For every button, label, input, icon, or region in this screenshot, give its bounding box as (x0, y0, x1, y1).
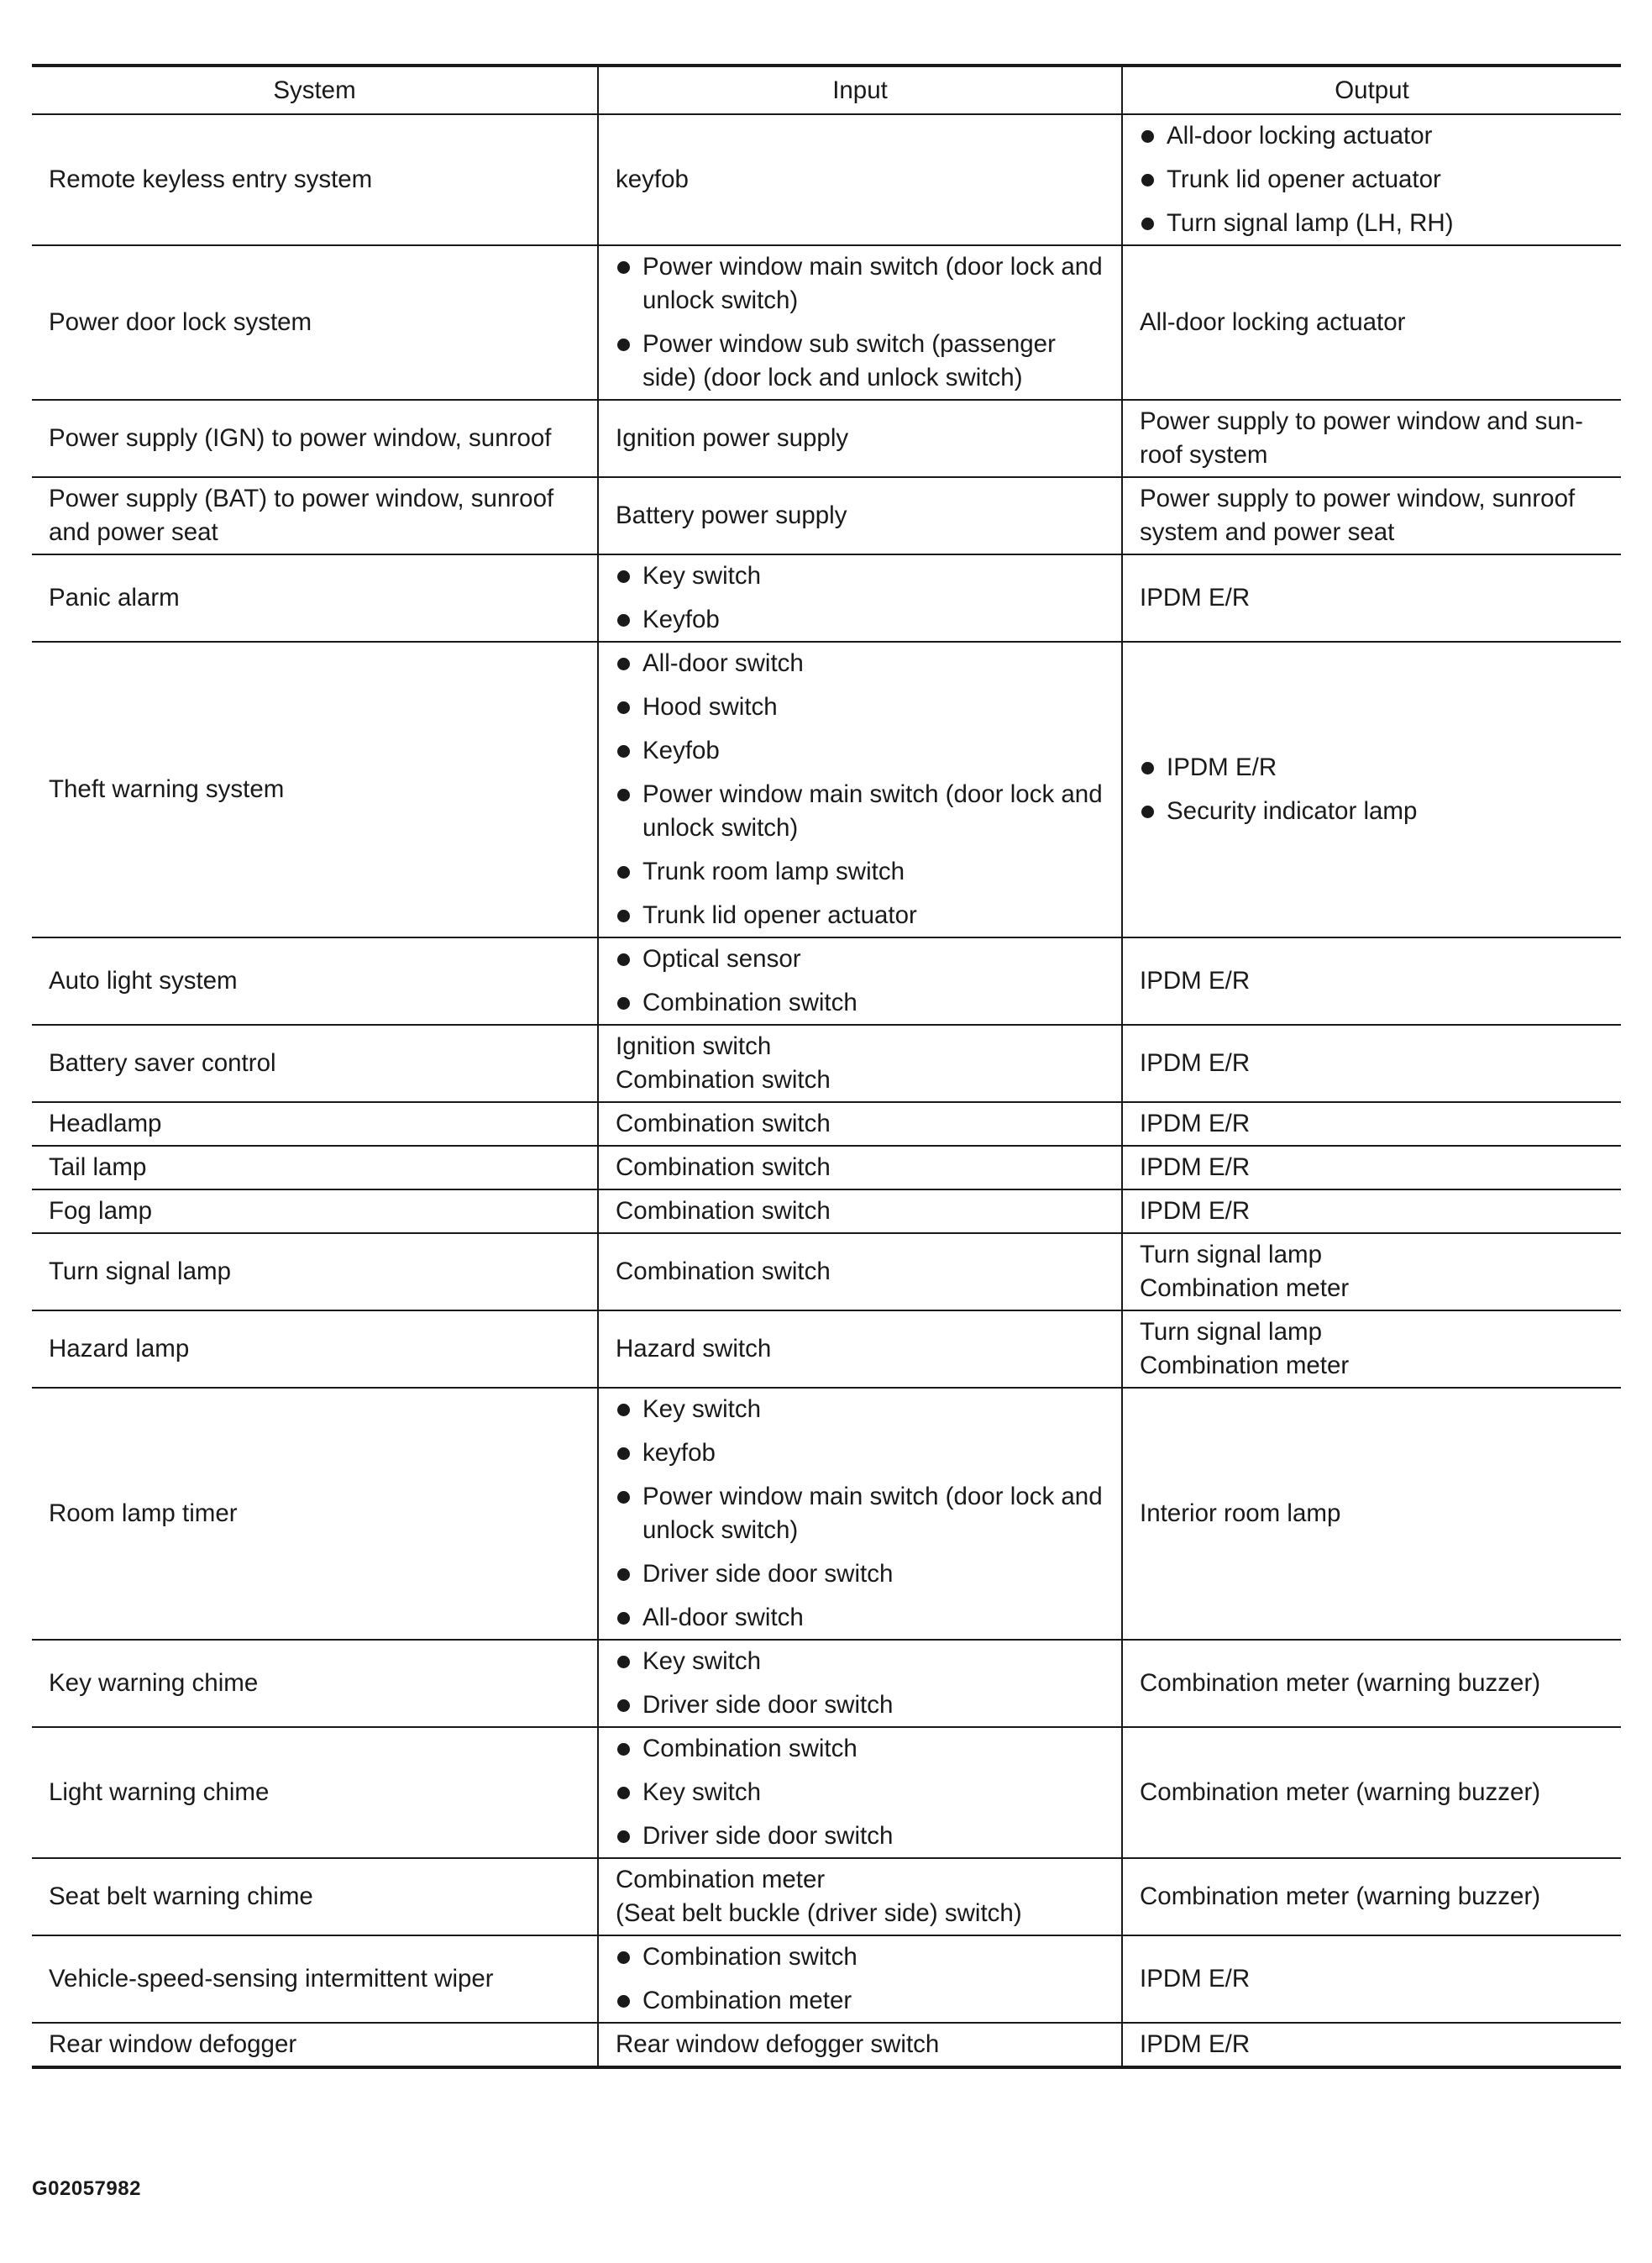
output-text-line: Interior room lamp (1140, 1499, 1341, 1527)
input-cell (598, 642, 1122, 937)
input-cell (598, 400, 1122, 477)
table-row (32, 642, 1621, 937)
input-list-item: Power window main switch (door lock and unlock switch) (616, 1480, 1104, 1547)
system-cell: Power supply (IGN) to power window, sunroof (32, 400, 598, 477)
output-cell (1122, 1640, 1621, 1727)
system-cell: Power supply (BAT) to power window, sunroof and power seat (32, 477, 598, 554)
table-row (32, 245, 1621, 400)
table-row (32, 400, 1621, 477)
output-cell (1122, 1146, 1621, 1189)
output-cell (1122, 400, 1621, 477)
input-list-item: Combination switch (616, 1940, 1104, 1974)
input-list-item: Key switch (616, 559, 1104, 593)
input-cell (598, 554, 1122, 642)
input-list-item: Combination switch (616, 1732, 1104, 1766)
input-cell (598, 1640, 1122, 1727)
output-bullet-list (1140, 751, 1604, 828)
input-cell (598, 1935, 1122, 2023)
input-list-item: Power window main switch (door lock and unlock switch) (616, 250, 1104, 318)
system-cell: Key warning chime (32, 1640, 598, 1727)
system-cell: Light warning chime (32, 1727, 598, 1858)
output-text-line: Combination meter (1140, 1274, 1350, 1302)
input-text-line: Combination meter (616, 1866, 826, 1893)
table-row (32, 1233, 1621, 1310)
table-row (32, 477, 1621, 554)
system-cell: Fog lamp (32, 1189, 598, 1233)
input-list-item: Keyfob (616, 734, 1104, 768)
input-cell (598, 1189, 1122, 1233)
input-bullet-list (616, 1940, 1104, 2018)
table-body (32, 114, 1621, 2067)
input-list-item: Driver side door switch (616, 1557, 1104, 1591)
system-cell: Panic alarm (32, 554, 598, 642)
output-cell (1122, 245, 1621, 400)
output-text-line: Combination meter (warning buzzer) (1140, 1778, 1541, 1806)
table-row (32, 1388, 1621, 1640)
table-row (32, 2023, 1621, 2067)
output-cell (1122, 477, 1621, 554)
input-text-line: Hazard switch (616, 1335, 772, 1363)
output-cell (1122, 1233, 1621, 1310)
table-row (32, 1640, 1621, 1727)
output-text-line: IPDM E/R (1140, 967, 1251, 995)
input-cell (598, 1858, 1122, 1935)
input-text-line: Ignition switch (616, 1032, 772, 1060)
system-cell: Headlamp (32, 1102, 598, 1146)
input-list-item: keyfob (616, 1436, 1104, 1470)
input-cell (598, 937, 1122, 1025)
input-list-item: Key switch (616, 1393, 1104, 1426)
output-cell (1122, 937, 1621, 1025)
output-list-item: Security indicator lamp (1140, 795, 1604, 828)
output-cell (1122, 1388, 1621, 1640)
output-text-line: Power supply to power window and sun-roof system (1140, 407, 1584, 469)
input-cell (598, 2023, 1122, 2067)
input-list-item: Optical sensor (616, 942, 1104, 976)
output-text-line: IPDM E/R (1140, 1197, 1251, 1225)
output-cell (1122, 2023, 1621, 2067)
input-bullet-list (616, 1645, 1104, 1722)
output-list-item: Trunk lid opener actuator (1140, 163, 1604, 197)
system-cell: Power door lock system (32, 245, 598, 400)
output-text-line: Power supply to power window, sunroof system and power seat (1140, 485, 1576, 546)
table-row (32, 1189, 1621, 1233)
table-row (32, 114, 1621, 245)
output-cell (1122, 1310, 1621, 1388)
system-cell: Auto light system (32, 937, 598, 1025)
output-cell (1122, 554, 1621, 642)
input-list-item: Key switch (616, 1645, 1104, 1678)
output-cell (1122, 1189, 1621, 1233)
input-cell (598, 245, 1122, 400)
input-text-line: Combination switch (616, 1258, 831, 1285)
output-text-line: IPDM E/R (1140, 2030, 1251, 2058)
input-text-line: Battery power supply (616, 501, 847, 529)
input-cell (598, 477, 1122, 554)
system-cell: Remote keyless entry system (32, 114, 598, 245)
header-output: Output (1122, 66, 1621, 114)
system-cell: Room lamp timer (32, 1388, 598, 1640)
header-input: Input (598, 66, 1122, 114)
output-cell (1122, 1935, 1621, 2023)
system-cell: Tail lamp (32, 1146, 598, 1189)
table-row (32, 1102, 1621, 1146)
system-cell: Vehicle-speed-sensing intermittent wiper (32, 1935, 598, 2023)
input-list-item: Driver side door switch (616, 1688, 1104, 1722)
input-list-item: Trunk lid opener actuator (616, 899, 1104, 932)
output-bullet-list (1140, 119, 1604, 240)
table-row (32, 937, 1621, 1025)
output-list-item: Turn signal lamp (LH, RH) (1140, 207, 1604, 240)
system-cell: Turn signal lamp (32, 1233, 598, 1310)
header-system: System (32, 66, 598, 114)
system-cell: Theft warning system (32, 642, 598, 937)
output-text-line: IPDM E/R (1140, 1110, 1251, 1137)
input-list-item: Combination switch (616, 986, 1104, 1020)
table-row (32, 1310, 1621, 1388)
output-cell (1122, 1102, 1621, 1146)
output-text-line: IPDM E/R (1140, 1049, 1251, 1077)
output-text-line: IPDM E/R (1140, 584, 1251, 612)
input-bullet-list (616, 250, 1104, 395)
input-cell (598, 1102, 1122, 1146)
figure-id: G02057982 (32, 2177, 141, 2200)
input-list-item: Keyfob (616, 603, 1104, 637)
system-cell: Rear window defogger (32, 2023, 598, 2067)
output-text-line: Combination meter (warning buzzer) (1140, 1882, 1541, 1910)
table-row (32, 1146, 1621, 1189)
output-text-line: Turn signal lamp (1140, 1318, 1322, 1346)
output-list-item: IPDM E/R (1140, 751, 1604, 785)
input-list-item: Power window sub switch (passenger side) (door lock and unlock switch) (616, 328, 1104, 395)
input-text-line: Rear window defogger switch (616, 2030, 940, 2058)
input-bullet-list (616, 942, 1104, 1020)
table-row (32, 1025, 1621, 1102)
output-cell (1122, 642, 1621, 937)
input-list-item: Combination meter (616, 1984, 1104, 2018)
system-cell: Seat belt warning chime (32, 1858, 598, 1935)
output-text-line: All-door locking actuator (1140, 308, 1406, 336)
header-row (32, 66, 1621, 114)
input-text-line: Combination switch (616, 1153, 831, 1181)
output-cell (1122, 1025, 1621, 1102)
input-text-line: (Seat belt buckle (driver side) switch) (616, 1899, 1022, 1927)
input-cell (598, 1727, 1122, 1858)
output-text-line: Combination meter (warning buzzer) (1140, 1669, 1541, 1697)
table-row (32, 554, 1621, 642)
input-cell (598, 114, 1122, 245)
input-cell (598, 1310, 1122, 1388)
table-row (32, 1858, 1621, 1935)
input-cell (598, 1233, 1122, 1310)
system-cell: Battery saver control (32, 1025, 598, 1102)
input-cell (598, 1388, 1122, 1640)
input-bullet-list (616, 647, 1104, 932)
table-row (32, 1935, 1621, 2023)
output-cell (1122, 1727, 1621, 1858)
output-cell (1122, 1858, 1621, 1935)
output-text-line: Combination meter (1140, 1352, 1350, 1379)
system-cell: Hazard lamp (32, 1310, 598, 1388)
input-list-item: Power window main switch (door lock and unlock switch) (616, 778, 1104, 845)
output-list-item: All-door locking actuator (1140, 119, 1604, 153)
input-bullet-list (616, 1393, 1104, 1635)
input-list-item: Trunk room lamp switch (616, 855, 1104, 889)
input-text-line: Combination switch (616, 1197, 831, 1225)
output-text-line: Turn signal lamp (1140, 1241, 1322, 1268)
input-text-line: Ignition power supply (616, 424, 849, 452)
table-header (32, 66, 1621, 114)
input-list-item: Key switch (616, 1776, 1104, 1809)
system-io-table (32, 64, 1621, 2069)
output-text-line: IPDM E/R (1140, 1153, 1251, 1181)
output-cell (1122, 114, 1621, 245)
input-text-line: keyfob (616, 165, 689, 193)
input-list-item: All-door switch (616, 647, 1104, 680)
input-list-item: Hood switch (616, 690, 1104, 724)
input-list-item: All-door switch (616, 1601, 1104, 1635)
input-list-item: Driver side door switch (616, 1819, 1104, 1853)
input-text-line: Combination switch (616, 1110, 831, 1137)
output-text-line: IPDM E/R (1140, 1965, 1251, 1993)
input-bullet-list (616, 1732, 1104, 1853)
table-row (32, 1727, 1621, 1858)
input-cell (598, 1146, 1122, 1189)
input-bullet-list (616, 559, 1104, 637)
input-cell (598, 1025, 1122, 1102)
input-text-line: Combination switch (616, 1066, 831, 1094)
